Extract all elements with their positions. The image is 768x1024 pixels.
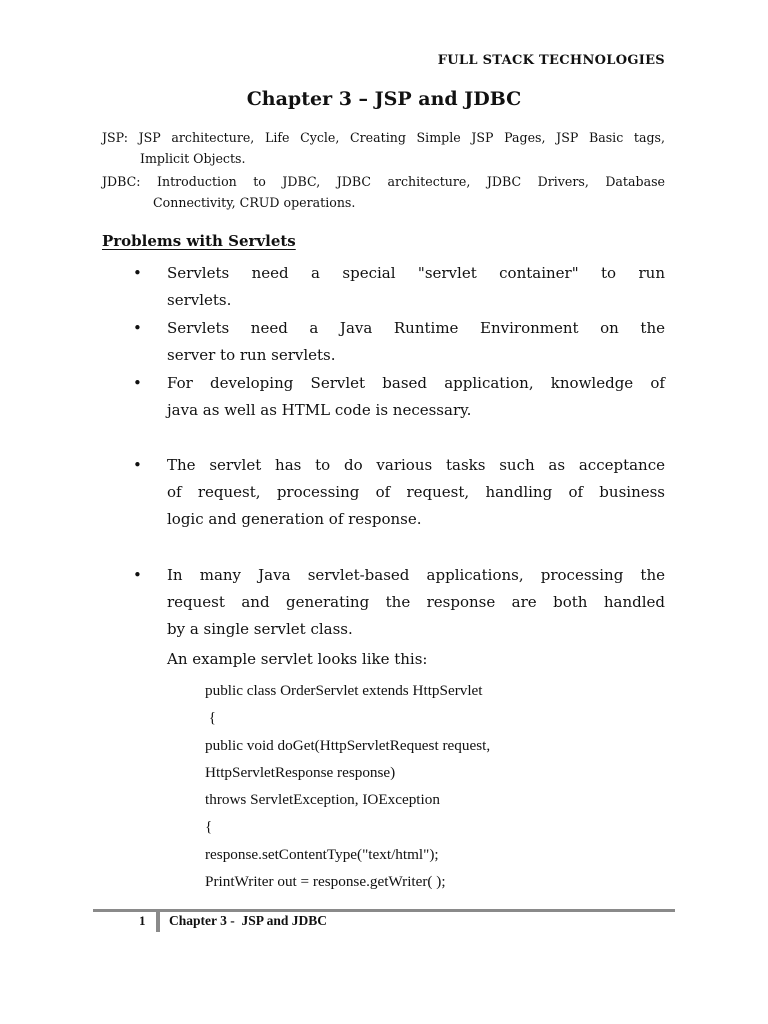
footer-divider xyxy=(156,912,160,932)
list-item-line: servlets. xyxy=(167,291,232,309)
syllabus-jdbc-line: JDBC: Introduction to JDBC, JDBC architecture, JDBC Drivers, Database xyxy=(102,174,665,189)
chapter-title: Chapter 3 – JSP and JDBC xyxy=(246,88,522,110)
syllabus-jdbc-line: Connectivity, CRUD operations. xyxy=(153,195,356,210)
footer-rule xyxy=(93,909,675,912)
code-sample xyxy=(205,677,490,895)
list-item-line: The servlet has to do various tasks such as acceptance xyxy=(167,456,665,474)
list-item-line: For developing Servlet based application, knowledge of xyxy=(167,374,665,392)
syllabus-jdbc xyxy=(102,171,665,213)
list-item xyxy=(133,260,665,314)
code-line: response.setContentType("text/html"); xyxy=(205,845,439,863)
header-course-title: FULL STACK TECHNOLOGIES xyxy=(437,53,665,68)
code-line: public void doGet(HttpServletRequest request, xyxy=(205,736,491,754)
list-item xyxy=(133,370,665,424)
list-item xyxy=(133,315,665,369)
list-item-line: of request, processing of request, handling of business xyxy=(167,483,665,501)
code-line: throws ServletException, IOException xyxy=(205,791,440,809)
code-line: public class OrderServlet extends HttpServlet xyxy=(205,682,483,699)
list-item-line: server to run servlets. xyxy=(167,346,336,364)
bullet-icon: • xyxy=(133,456,142,474)
list-item xyxy=(133,452,665,533)
syllabus-jsp-line: JSP: JSP architecture, Life Cycle, Creating Simple JSP Pages, JSP Basic tags, xyxy=(102,130,665,145)
list-item-line: Servlets need a special "servlet container" to run xyxy=(167,264,665,282)
code-line: { xyxy=(205,818,213,836)
bullet-icon: • xyxy=(133,566,142,584)
footer-chapter-label: Chapter 3 - JSP and JDBC xyxy=(169,913,328,928)
code-line: { xyxy=(205,709,217,727)
list-item xyxy=(133,562,665,643)
section-heading: Problems with Servlets xyxy=(102,232,296,250)
code-line: PrintWriter out = response.getWriter( ); xyxy=(205,873,446,891)
syllabus-jsp-line: Implicit Objects. xyxy=(140,151,246,166)
bullet-icon: • xyxy=(133,264,142,282)
footer-page-number: 1 xyxy=(139,913,146,928)
bullet-icon: • xyxy=(133,319,142,337)
list-item-line: Servlets need a Java Runtime Environment on the xyxy=(167,319,665,337)
list-item-line: request and generating the response are both handled xyxy=(167,593,665,611)
syllabus-jsp xyxy=(102,127,665,169)
list-item-line: logic and generation of response. xyxy=(167,510,422,528)
list-item-line: In many Java servlet-based applications, processing the xyxy=(167,566,665,584)
bullet-icon: • xyxy=(133,374,142,392)
list-item-line: by a single servlet class. xyxy=(167,620,353,638)
example-intro: An example servlet looks like this: xyxy=(167,650,428,668)
code-line: HttpServletResponse response) xyxy=(205,763,396,781)
list-item-line: java as well as HTML code is necessary. xyxy=(167,401,472,419)
